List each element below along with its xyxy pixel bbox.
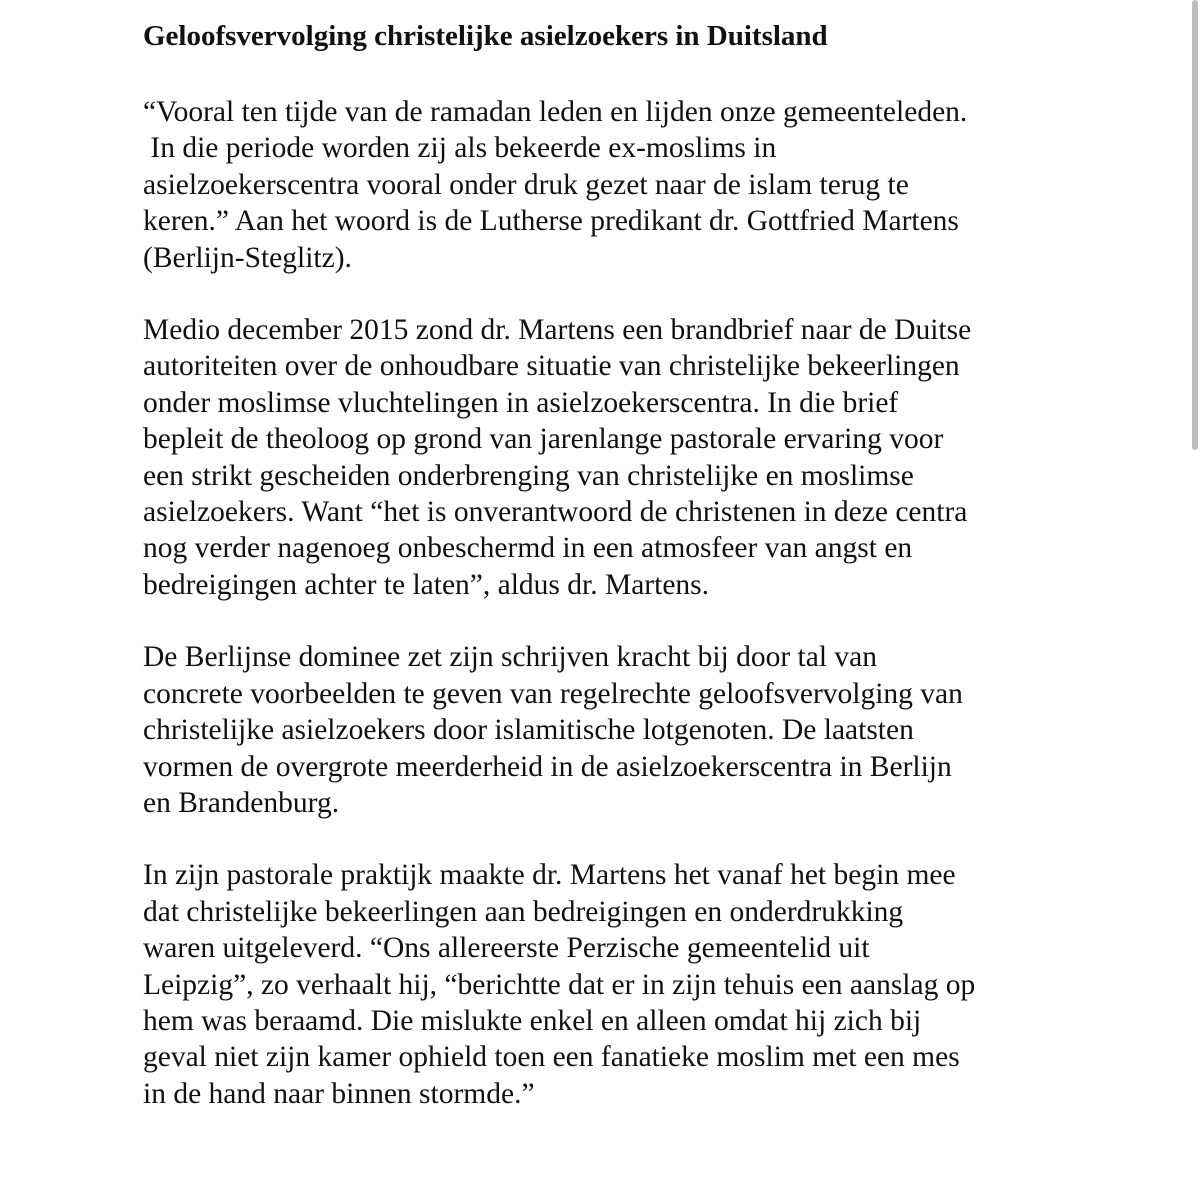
paragraph-line: concrete voorbeelden te geven van regelrechte geloofsvervolging van bbox=[143, 677, 963, 710]
paragraph-line: in de hand naar binnen stormde.” bbox=[143, 1077, 535, 1110]
paragraph-line: dat christelijke bekeerlingen aan bedreigingen en onderdrukking bbox=[143, 895, 904, 928]
scrollbar-thumb[interactable] bbox=[1192, 0, 1198, 450]
paragraph-line: Medio december 2015 zond dr. Martens een brandbrief naar de Duitse bbox=[143, 314, 972, 347]
paragraph-line: In die periode worden zij als bekeerde ex-moslims in bbox=[143, 132, 777, 165]
article bbox=[143, 14, 1183, 1148]
paragraph-line: asielzoekers. Want “het is onverantwoord de christenen in deze centra bbox=[143, 496, 968, 529]
paragraph-line: een strikt gescheiden onderbrenging van christelijke en moslimse bbox=[143, 459, 914, 492]
paragraph-line: (Berlijn-Steglitz). bbox=[143, 241, 352, 274]
paragraph-line: waren uitgeleverd. “Ons allereerste Perzische gemeentelid uit bbox=[143, 932, 870, 965]
paragraph-line: onder moslimse vluchtelingen in asielzoekerscentra. In die brief bbox=[143, 386, 899, 419]
paragraph-line: bepleit de theoloog op grond van jarenlange pastorale ervaring voor bbox=[143, 423, 944, 456]
paragraph-line: christelijke asielzoekers door islamitische lotgenoten. De laatsten bbox=[143, 714, 914, 747]
paragraph-line: nog verder nagenoeg onbeschermd in een atmosfeer van angst en bbox=[143, 532, 913, 565]
paragraph-4 bbox=[143, 857, 1183, 1112]
paragraph-line: vormen de overgrote meerderheid in de asielzoekerscentra in Berlijn bbox=[143, 750, 952, 783]
paragraph-line: hem was beraamd. Die mislukte enkel en alleen omdat hij zich bij bbox=[143, 1004, 922, 1037]
paragraph-line: Leipzig”, zo verhaalt hij, “berichtte dat er in zijn tehuis een aanslag op bbox=[143, 968, 976, 1001]
paragraph-line: en Brandenburg. bbox=[143, 786, 340, 819]
paragraph-line: geval niet zijn kamer ophield toen een fanatieke moslim met een mes bbox=[143, 1041, 960, 1074]
paragraph-line: De Berlijnse dominee zet zijn schrijven kracht bij door tal van bbox=[143, 641, 877, 674]
paragraph-line: bedreigingen achter te laten”, aldus dr. Martens. bbox=[143, 568, 710, 601]
paragraph-line: asielzoekerscentra vooral onder druk gezet naar de islam terug te bbox=[143, 168, 909, 201]
paragraph-1 bbox=[143, 94, 1183, 276]
paragraph-line: In zijn pastorale praktijk maakte dr. Martens het vanaf het begin mee bbox=[143, 859, 956, 892]
paragraph-line: keren.” Aan het woord is de Lutherse predikant dr. Gottfried Martens bbox=[143, 205, 959, 238]
paragraph-3 bbox=[143, 639, 1183, 821]
paragraph-line: “Vooral ten tijde van de ramadan leden en lijden onze gemeenteleden. bbox=[143, 96, 968, 128]
article-title: Geloofsvervolging christelijke asielzoekers in Duitsland bbox=[143, 20, 828, 52]
paragraph-line: autoriteiten over de onhoudbare situatie van christelijke bekeerlingen bbox=[143, 350, 960, 383]
paragraph-2 bbox=[143, 312, 1183, 603]
